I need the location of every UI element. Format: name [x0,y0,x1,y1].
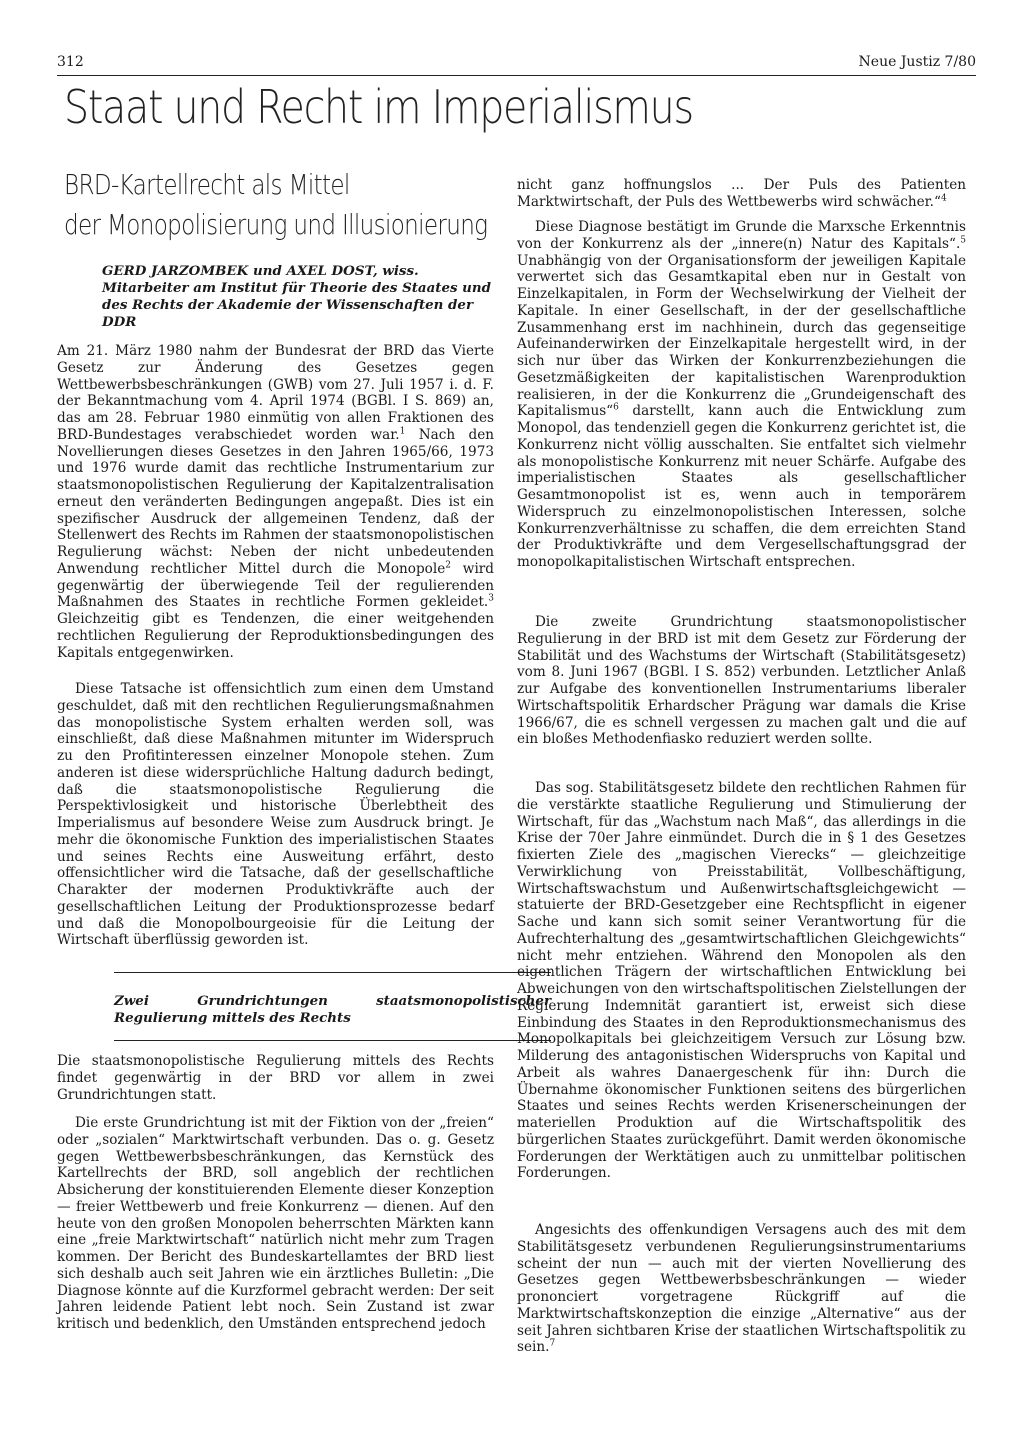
left-paragraph-3: Die staatsmonopolistische Regulierung mittels des Rechts findet gegenwärtig in der BRD vor allem in zwei Grundrichtungen statt. [57,1053,494,1103]
left-paragraph-2: Diese Tatsache ist offensichtlich zum einen dem Umstand geschuldet, daß mit den rechtlichen Regulierungsmaßnahmen das monopolistische System erhalten werden soll, was einschließt, daß diese Maßnahmen mitunter im Widerspruch zu den Profitinteressen einzelner Monopole stehen. Zum anderen ist diese widersprüchliche Haltung dadurch bedingt, daß die staatsmonopolistische Regulierung die Perspektivlosigkeit und historische Überlebtheit des Imperialismus auf besondere Weise zum Ausdruck bringt. Je mehr die ökonomische Funktion des imperialistischen Staates und seines Rechts eine Ausweitung erfährt, desto offensichtlicher wird die Tatsache, daß der gesellschaftliche Charakter der modernen Produktivkräfte auch der gesellschaftlichen Leitung der Produktionsprozesse bedarf und daß die Monopolbourgeoisie für die Leitung der Wirtschaft überflüssig geworden ist. [57,681,494,949]
subheading: Zwei Grundrichtungen staatsmonopolistischer Regulierung mittels des Rechts [114,993,551,1026]
article-title-line-1: BRD-Kartellrecht als Mittel [64,169,350,201]
right-paragraph-4: Angesichts des offenkundigen Versagens auch des mit dem Stabilitätsgesetz verbundenen Regulierungsinstrumentariums scheint der nun — auch mit der vierten Novellierung des Gesetzes gegen Wettbewerbsbeschränkungen — wieder prononciert vorgetragene Rückgriff auf die Marktwirtschaftskonzeption die einzige „Alternative“ aus der seit Jahren sichtbaren Krise der staatlichen Wirtschaftspolitik zu sein.$^7$ [517,1222,966,1356]
footnote-ref: 4 [940,193,947,204]
footnote-ref: 2 [445,560,451,571]
footnote-ref: 6 [613,402,619,413]
section-title: Staat und Recht im Imperialismus [64,80,693,134]
journal-title: Neue Justiz 7/80 [858,54,976,70]
left-paragraph-1: Am 21. März 1980 nahm der Bundesrat der BRD das Vierte Gesetz zur Änderung des Gesetzes gegen Wettbewerbsbeschränkungen (GWB) vom 27. Juli 1957 i. d. F. der Bekanntmachung vom 4. April 1974 (BGBl. I S. 869) an, das am 28. Februar 1980 einmütig von allen Fraktionen des BRD-Bundestages verabschiedet worden war.$^1$ Nach den Novellierungen dieses Gesetzes in den Jahren 1965/66, 1973 und 1976 wurde damit das rechtliche Instrumentarium zur staatsmonopolistischen Regulierung der Kapitalzentralisation erneut den veränderten Bedingungen angepaßt. Dies ist ein spezifischer Ausdruck der allgemeinen Tendenz, daß der Stellenwert des Rechts im Rahmen der staatsmonopolistischen Regulierung wächst: Neben der nicht unbedeutenden Anwendung rechtlicher Mittel durch die Monopole$^2$ wird gegenwärtig der überwiegende Teil der regulierenden Maßnahmen des Staates in rechtliche Formen gekleidet.$^3$ Gleichzeitig gibt es Tendenzen, die einer weitgehenden rechtlichen Regulierung der Reproduktionsbedingungen des Kapitals entgegenwirken. [57,343,494,661]
article-title [64,165,488,245]
right-paragraph-1: Diese Diagnose bestätigt im Grunde die Marxsche Erkenntnis von der Konkurrenz als der „innere(n) Natur des Kapitals“.$^5$ Unabhängig von der Organisationsform der jeweiligen Kapitale verwertet sich das Gesamtkapital eben nur in Gestalt von Einzelkapitalen, in Form der Wechselwirkung der Vielheit der Kapitale. In einer Gesellschaft, in der der gesellschaftliche Zusammenhang erst im nachhinein, durch das gegenseitige Aufeinanderwirken der Einzelkapitale hergestellt wird, in der sich nur über das Wirken der Konkurrenzbeziehungen die Gesetzmäßigkeiten der kapitalistischen Warenproduktion realisieren, in der die Konkurrenz die „Grundeigenschaft des Kapitalismus“$^6$ darstellt, kann auch die Entwicklung zum Monopol, das tendenziell gegen die Konkurrenz gerichtet ist, die Konkurrenz nicht völlig ausschalten. Sie entfaltet sich vielmehr als monopolistische Konkurrenz mit neuer Schärfe. Aufgabe des imperialistischen Staates als gesellschaftlicher Gesamtmonopolist ist es, wenn auch in temporärem Widerspruch zu einzelmonopolistischen Interessen, solche Konkurrenzverhältnisse zu schaffen, die dem erreichten Stand der Produktivkräfte und dem Vergesellschaftungsgrad der monopolkapitalistischen Wirtschaft entsprechen. [517,219,966,570]
header-rule [57,75,976,76]
right-paragraph-3: Das sog. Stabilitätsgesetz bildete den rechtlichen Rahmen für die verstärkte staatliche Regulierung und Stimulierung der Wirtschaft, für das „Wachstum nach Maß“, das allerdings in die Krise der 70er Jahre einmündet. Durch die in § 1 des Gesetzes fixierten Ziele des „magischen Vierecks“ — gleichzeitige Verwirklichung von Preisstabilität, Vollbeschäftigung, Wirtschaftswachstum und Außenwirtschaftsgleichgewicht — statuierte der BRD-Gesetzgeber eine Rechtspflicht in eigener Sache und kann sich somit seiner Verantwortung für die Aufrechterhaltung des „gesamtwirtschaftlichen Gleichgewichts“ nicht mehr entziehen. Während den Monopolen als den eigentlichen Trägern der wirtschaftlichen Entwicklung bei Abweichungen von den wirtschaftspolitischen Zielstellungen der Regierung Indemnität garantiert ist, erweist sich diese Einbindung des Staates in den Reproduktionsmechanismus des Monopolkapitals bei gleichzeitigem Versuch zur Lösung bzw. Milderung des antagonistischen Widerspruchs von Kapital und Arbeit als wahres Danaergeschenk für ihn: Durch die Übernahme ökonomischer Funktionen seitens des bürgerlichen Staates und seines Rechts werden Krisenerscheinungen der materiellen Produktion auf die Wirtschaftspolitik des bürgerlichen Staates zurückgeführt. Damit werden ökonomische Forderungen der Werktätigen auch zu unmittelbar politischen Forderungen. [517,780,966,1182]
footnote-ref: 3 [488,593,494,604]
left-paragraph-4: Die erste Grundrichtung ist mit der Fiktion von der „freien“ oder „sozialen“ Marktwirtschaft verbunden. Das o. g. Gesetz gegen Wettbewerbsbeschränkungen, das Kernstück des Kartellrechts der BRD, soll angeblich der rechtlichen Absicherung der konstituierenden Elemente dieser Konzeption — freier Wettbewerb und freie Konkurrenz — dienen. Auf den heute von den großen Monopolen beherrschten Märkten kann eine „freie Marktwirtschaft“ natürlich nicht mehr zum Tragen kommen. Der Bericht des Bundeskartellamtes der BRD liest sich deshalb auch seit Jahren wie ein ärztliches Bulletin: „Die Diagnose könnte auf die Kurzformel gebracht werden: Der seit Jahren leidende Patient lebt noch. Sein Zustand ist zwar kritisch und bedenklich, den Umständen entsprechend jedoch [57,1115,494,1332]
subheading-rule-bottom [114,1040,551,1041]
right-paragraph-2: Die zweite Grundrichtung staatsmonopolistischer Regulierung in der BRD ist mit dem Gesetz zur Förderung der Stabilität und des Wachstums der Wirtschaft (Stabilitätsgesetz) vom 8. Juni 1967 (BGBl. I S. 852) verbunden. Letztlicher Anlaß zur Aufgabe des konventionellen Instrumentariums liberaler Wirtschaftspolitik Erhardscher Prägung war damals die Krise 1966/67, die es schnell vergessen zu machen galt und die auf ein bloßes Methodenfiasko reduziert werden sollte. [517,614,966,748]
author-line: GERD JARZOMBEK und AXEL DOST, wiss. Mitarbeiter am Institut für Theorie des Staates und des Rechts der Akademie der Wissenschaften der DDR [102,263,492,330]
footnote-ref: 1 [399,426,406,437]
right-paragraph-0: nicht ganz hoffnungslos ... Der Puls des Patienten Marktwirtschaft, der Puls des Wettbewerbs wird schwächer.“$^4$ [517,177,966,210]
footnote-ref: 5 [960,235,966,246]
subheading-rule-top [114,972,551,973]
article-title-line-2: der Monopolisierung und Illusionierung [64,209,488,241]
page-number: 312 [57,54,84,70]
footnote-ref: 7 [549,1338,556,1349]
